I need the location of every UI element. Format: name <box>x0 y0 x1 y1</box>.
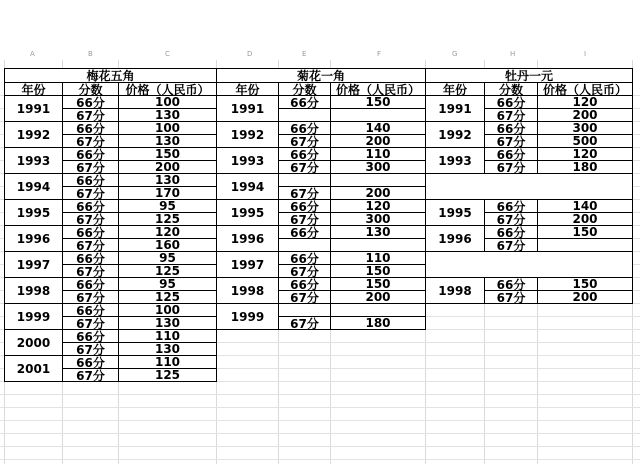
fen-cell[interactable]: 67分 <box>484 134 538 148</box>
price-cell[interactable]: 95 <box>118 277 217 291</box>
price-cell[interactable]: 140 <box>330 121 426 135</box>
price-cell[interactable]: 95 <box>118 251 217 265</box>
price-cell[interactable] <box>537 238 633 252</box>
fen-cell[interactable]: 67分 <box>62 316 119 330</box>
year-cell[interactable]: 1991 <box>216 95 279 122</box>
fen-cell[interactable]: 66分 <box>62 121 119 135</box>
year-cell[interactable]: 1991 <box>4 95 63 122</box>
price-cell[interactable]: 95 <box>118 199 217 213</box>
fen-cell[interactable]: 66分 <box>278 199 331 213</box>
price-cell[interactable] <box>330 238 426 252</box>
year-cell[interactable]: 1994 <box>4 173 63 200</box>
price-cell[interactable]: 200 <box>537 212 633 226</box>
year-cell[interactable]: 1993 <box>216 147 279 174</box>
column-letter: H <box>510 50 516 58</box>
year-cell[interactable]: 1998 <box>216 277 279 304</box>
fen-cell[interactable]: 67分 <box>62 238 119 252</box>
price-cell[interactable]: 110 <box>330 251 426 265</box>
price-cell[interactable]: 100 <box>118 303 217 317</box>
price-cell[interactable]: 200 <box>330 290 426 304</box>
header-price[interactable]: 价格（人民币） <box>118 82 217 96</box>
fen-cell[interactable]: 66分 <box>62 173 119 187</box>
fen-cell[interactable]: 67分 <box>278 134 331 148</box>
fen-cell[interactable]: 67分 <box>278 212 331 226</box>
gridline <box>0 420 640 421</box>
year-cell[interactable]: 1998 <box>4 277 63 304</box>
section-title[interactable]: 梅花五角 <box>4 68 217 83</box>
fen-cell[interactable]: 66分 <box>62 95 119 109</box>
fen-cell[interactable]: 67分 <box>62 212 119 226</box>
fen-cell[interactable]: 66分 <box>484 95 538 109</box>
year-cell[interactable]: 1997 <box>216 251 279 278</box>
price-cell[interactable]: 160 <box>118 238 217 252</box>
price-cell[interactable]: 110 <box>118 329 217 343</box>
blank-cell[interactable] <box>425 173 633 200</box>
fen-cell[interactable]: 66分 <box>278 251 331 265</box>
header-fen[interactable]: 分数 <box>484 82 538 96</box>
header-fen[interactable]: 分数 <box>62 82 119 96</box>
year-cell[interactable]: 1995 <box>216 199 279 226</box>
price-cell[interactable]: 300 <box>330 212 426 226</box>
fen-cell[interactable]: 66分 <box>62 147 119 161</box>
year-cell[interactable]: 1996 <box>216 225 279 252</box>
column-letter: D <box>247 50 253 58</box>
year-cell[interactable]: 1997 <box>4 251 63 278</box>
fen-cell[interactable]: 66分 <box>62 277 119 291</box>
section-title[interactable]: 菊花一角 <box>216 68 426 83</box>
fen-cell[interactable]: 67分 <box>484 238 538 252</box>
year-cell[interactable]: 1995 <box>4 199 63 226</box>
price-cell[interactable]: 170 <box>118 186 217 200</box>
gridline <box>0 446 640 447</box>
header-year[interactable]: 年份 <box>4 82 63 96</box>
header-fen[interactable]: 分数 <box>278 82 331 96</box>
fen-cell[interactable]: 66分 <box>278 277 331 291</box>
price-cell[interactable]: 200 <box>537 108 633 122</box>
year-cell[interactable]: 1999 <box>216 303 279 330</box>
fen-cell[interactable]: 66分 <box>278 225 331 239</box>
fen-cell[interactable]: 67分 <box>62 264 119 278</box>
price-cell[interactable]: 150 <box>330 264 426 278</box>
year-cell[interactable]: 1996 <box>425 225 485 252</box>
fen-cell[interactable]: 67分 <box>278 160 331 174</box>
fen-cell[interactable]: 67分 <box>62 134 119 148</box>
column-letter: I <box>584 50 587 58</box>
fen-cell[interactable]: 66分 <box>484 277 538 291</box>
fen-cell[interactable]: 66分 <box>62 355 119 369</box>
fen-cell[interactable]: 67分 <box>278 316 331 330</box>
fen-cell[interactable] <box>278 238 331 252</box>
year-cell[interactable]: 1991 <box>425 95 485 122</box>
column-letter: E <box>302 50 307 58</box>
fen-cell[interactable]: 66分 <box>62 329 119 343</box>
price-cell[interactable]: 150 <box>537 277 633 291</box>
header-price[interactable]: 价格（人民币） <box>330 82 426 96</box>
fen-cell[interactable]: 67分 <box>62 160 119 174</box>
price-cell[interactable]: 110 <box>330 147 426 161</box>
price-cell[interactable]: 100 <box>118 121 217 135</box>
price-cell[interactable]: 150 <box>330 95 426 109</box>
fen-cell[interactable]: 66分 <box>278 121 331 135</box>
fen-cell[interactable]: 66分 <box>62 225 119 239</box>
fen-cell[interactable]: 66分 <box>278 95 331 109</box>
price-cell[interactable]: 120 <box>330 199 426 213</box>
fen-cell[interactable]: 66分 <box>484 199 538 213</box>
price-cell[interactable]: 130 <box>118 342 217 356</box>
year-cell[interactable]: 1999 <box>4 303 63 330</box>
year-cell[interactable]: 1995 <box>425 199 485 226</box>
price-cell[interactable]: 200 <box>537 290 633 304</box>
fen-cell[interactable]: 66分 <box>484 225 538 239</box>
fen-cell[interactable]: 67分 <box>484 212 538 226</box>
price-cell[interactable]: 140 <box>537 199 633 213</box>
year-cell[interactable]: 1993 <box>4 147 63 174</box>
price-cell[interactable]: 200 <box>330 134 426 148</box>
price-cell[interactable]: 130 <box>118 173 217 187</box>
price-cell[interactable]: 120 <box>118 225 217 239</box>
price-cell[interactable]: 125 <box>118 290 217 304</box>
year-cell[interactable]: 2001 <box>4 355 63 382</box>
fen-cell[interactable]: 67分 <box>62 342 119 356</box>
year-cell[interactable]: 1992 <box>425 121 485 148</box>
fen-cell[interactable]: 67分 <box>62 186 119 200</box>
fen-cell[interactable]: 67分 <box>278 290 331 304</box>
year-cell[interactable]: 1992 <box>4 121 63 148</box>
price-cell[interactable]: 200 <box>118 160 217 174</box>
fen-cell[interactable]: 67分 <box>484 108 538 122</box>
gridline <box>0 459 640 460</box>
fen-cell[interactable]: 67分 <box>278 186 331 200</box>
gridline <box>0 394 640 395</box>
price-cell[interactable]: 125 <box>118 264 217 278</box>
price-cell[interactable]: 100 <box>118 95 217 109</box>
fen-cell[interactable]: 66分 <box>62 303 119 317</box>
fen-cell[interactable]: 66分 <box>278 147 331 161</box>
year-cell[interactable]: 1996 <box>4 225 63 252</box>
year-cell[interactable]: 1998 <box>425 277 485 304</box>
gridline <box>0 433 640 434</box>
price-cell[interactable]: 110 <box>118 355 217 369</box>
year-cell[interactable]: 2000 <box>4 329 63 356</box>
price-cell[interactable]: 300 <box>330 160 426 174</box>
fen-cell[interactable] <box>278 108 331 122</box>
fen-cell[interactable]: 67分 <box>62 290 119 304</box>
year-cell[interactable]: 1993 <box>425 147 485 174</box>
price-cell[interactable]: 125 <box>118 212 217 226</box>
fen-cell[interactable] <box>278 303 331 317</box>
price-cell[interactable]: 150 <box>118 147 217 161</box>
fen-cell[interactable]: 66分 <box>62 199 119 213</box>
fen-cell[interactable]: 67分 <box>484 290 538 304</box>
price-cell[interactable] <box>330 108 426 122</box>
fen-cell[interactable]: 66分 <box>484 121 538 135</box>
price-cell[interactable]: 120 <box>537 147 633 161</box>
blank-cell[interactable] <box>425 251 633 278</box>
price-cell[interactable]: 120 <box>537 95 633 109</box>
price-cell[interactable]: 180 <box>537 160 633 174</box>
column-letter: C <box>165 50 170 58</box>
price-cell[interactable]: 130 <box>118 108 217 122</box>
fen-cell[interactable]: 67分 <box>484 160 538 174</box>
fen-cell[interactable]: 66分 <box>62 251 119 265</box>
gridline <box>0 407 640 408</box>
year-cell[interactable]: 1994 <box>216 173 279 200</box>
year-cell[interactable]: 1992 <box>216 121 279 148</box>
header-year[interactable]: 年份 <box>425 82 485 96</box>
price-cell[interactable]: 130 <box>118 134 217 148</box>
price-cell[interactable] <box>330 173 426 187</box>
price-cell[interactable]: 500 <box>537 134 633 148</box>
fen-cell[interactable]: 66分 <box>484 147 538 161</box>
fen-cell[interactable]: 67分 <box>62 108 119 122</box>
fen-cell[interactable]: 67分 <box>278 264 331 278</box>
header-price[interactable]: 价格（人民币） <box>537 82 633 96</box>
column-letter: A <box>30 50 35 58</box>
price-cell[interactable]: 150 <box>537 225 633 239</box>
section-title[interactable]: 牡丹一元 <box>425 68 633 83</box>
price-cell[interactable]: 125 <box>118 368 217 382</box>
price-cell[interactable]: 200 <box>330 186 426 200</box>
fen-cell[interactable]: 67分 <box>62 368 119 382</box>
price-cell[interactable]: 300 <box>537 121 633 135</box>
price-cell[interactable]: 180 <box>330 316 426 330</box>
price-cell[interactable]: 130 <box>330 225 426 239</box>
column-letter: B <box>88 50 93 58</box>
price-cell[interactable] <box>330 303 426 317</box>
column-letter: F <box>377 50 382 58</box>
header-year[interactable]: 年份 <box>216 82 279 96</box>
fen-cell[interactable] <box>278 173 331 187</box>
price-cell[interactable]: 130 <box>118 316 217 330</box>
column-letter: G <box>452 50 458 58</box>
price-cell[interactable]: 150 <box>330 277 426 291</box>
